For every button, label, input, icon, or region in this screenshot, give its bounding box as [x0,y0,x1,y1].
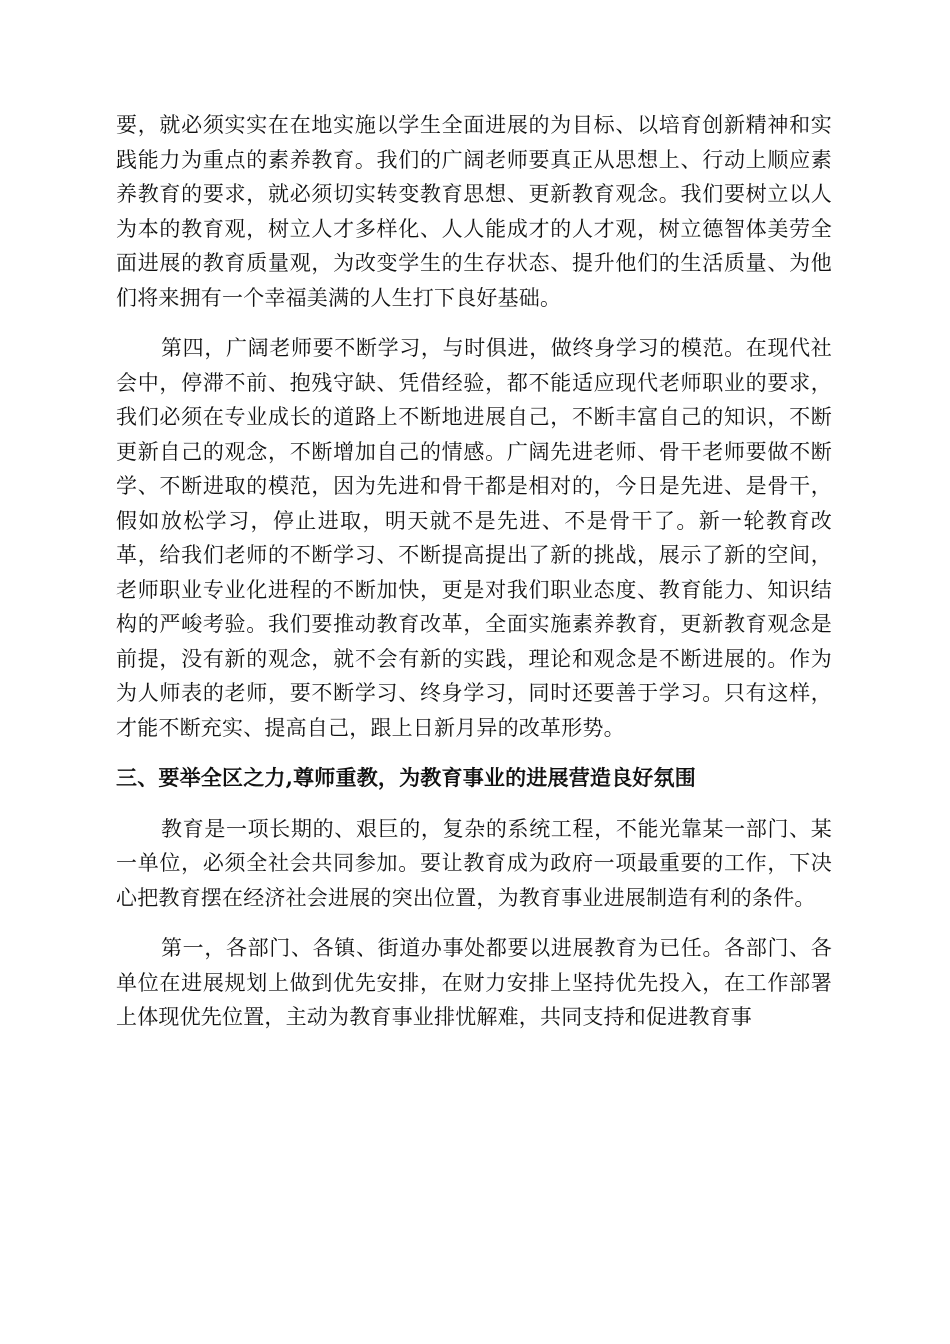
paragraph-education-intro: 教育是一项长期的、艰巨的，复杂的系统工程，不能光靠某一部门、某一单位，必须全社会共同参加。要让教育成为政府一项最重要的工作，下决心把教育摆在经济社会进展的突出位置，为教育事业进展制造有利的条件。 [116,816,832,910]
section-heading-three: 三、要举全区之力,尊师重教，为教育事业的进展营造良好氛围 [116,765,696,790]
paragraph-fourth-point: 第四，广阔老师要不断学习，与时俱进，做终身学习的模范。在现代社会中，停滞不前、抱残守缺、凭借经验，都不能适应现代老师职业的要求，我们必须在专业成长的道路上不断地进展自己，不断丰富自己的知识，不断更新自己的观念，不断增加自己的情感。广阔先进老师、骨干老师要做不断学、不断进取的模范，因为先进和骨干都是相对的，今日是先进、是骨干，假如放松学习，停止进取，明天就不是先进、不是骨干了。新一轮教育改革，给我们老师的不断学习、不断提高提出了新的挑战，展示了新的空间，老师职业专业化进程的不断加快，更是对我们职业态度、教育能力、知识结构的严峻考验。我们要推动教育改革，全面实施素养教育，更新教育观念是前提，没有新的观念，就不会有新的实践，理论和观念是不断进展的。作为为人师表的老师，要不断学习、终身学习，同时还要善于学习。只有这样，才能不断充实、提高自己，跟上日新月异的改革形势。 [116,336,832,740]
paragraph-continuation: 要，就必须实实在在地实施以学生全面进展的为目标、以培育创新精神和实践能力为重点的素养教育。我们的广阔老师要真正从思想上、行动上顺应素养教育的要求，就必须切实转变教育思想、更新教育观念。我们要树立以人为本的教育观，树立人才多样化、人人能成才的人才观，树立德智体美劳全面进展的教育质量观，为改变学生的生存状态、提升他们的生活质量、为他们将来拥有一个幸福美满的人生打下良好基础。 [116,113,832,310]
document-page [116,108,832,1051]
paragraph-first-point: 第一，各部门、各镇、街道办事处都要以进展教育为已任。各部门、各单位在进展规划上做到优先安排，在财力安排上坚持优先投入，在工作部署上体现优先位置，主动为教育事业排忧解难，共同支持和促进教育事 [116,936,832,1029]
